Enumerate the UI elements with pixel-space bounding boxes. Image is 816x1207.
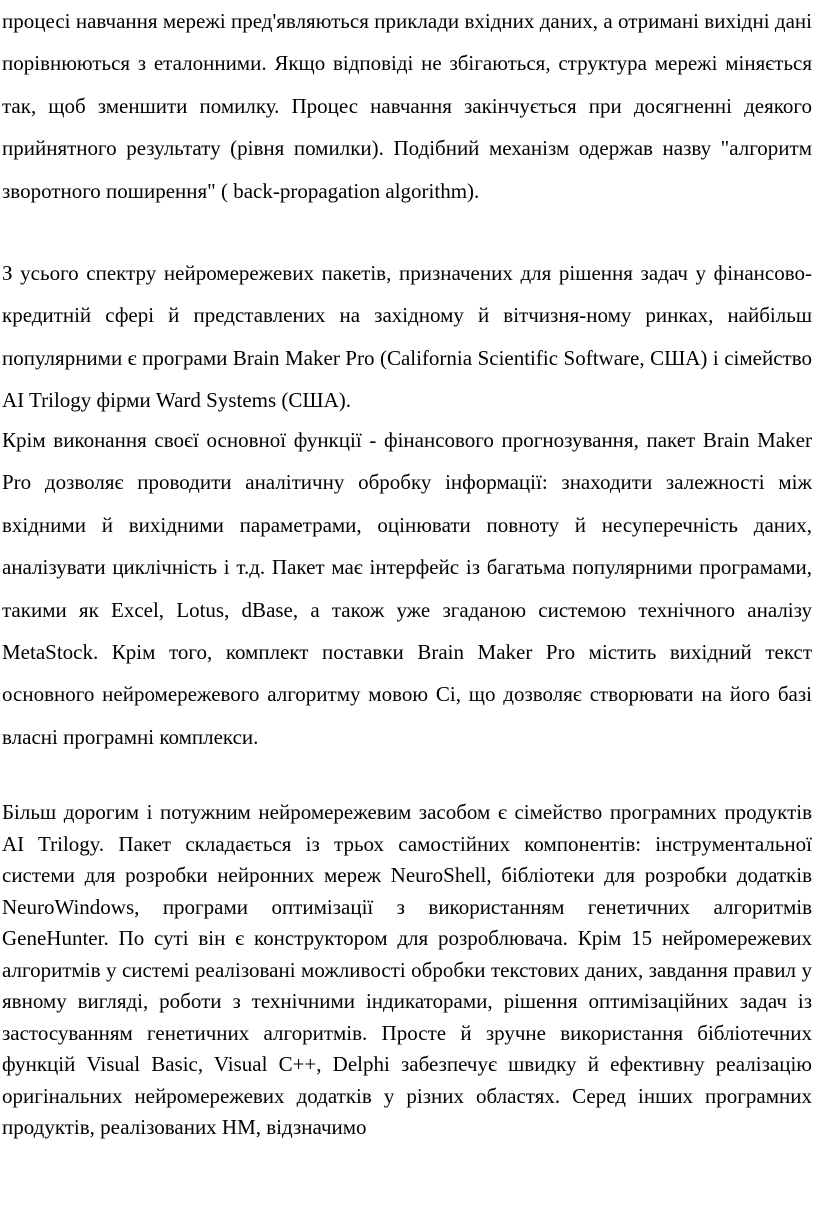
paragraph-neural-packages: З усього спектру нейромережевих пакетів, призначених для рішення задач у фінансово-кредитній сфері й представлених на західному й вітчизня-ному ринках, найбільш популярними є програми Brain Maker Pro (California Scientific Software, США) і сімейство AI Trilogy фірми Ward Systems (США). bbox=[2, 261, 812, 413]
paragraph-ai-trilogy: Більш дорогим і потужним нейромережевим засобом є сімейство програмних продуктів AI Trilogy. Пакет складається із трьох самостійних компонентів: інструментальної системи для розробки нейронних мереж NeuroShell, бібліотеки для розробки додатків NeuroWindows, програми оптимізації з використанням генетичних алгоритмів GeneHunter. По суті він є конструктором для розроблювача. Крім 15 нейромережевих алгоритмів у системі реалізовані можливості обробки текстових даних, завдання правил у явному вигляді, роботи з технічними індикаторами, рішення оптимізаційних задач із застосуванням генетичних алгоритмів. Просте й зручне використання бібліотечних функцій Visual Basic, Visual C++, Delphi забезпечує швидку й ефективну реалізацію оригінальних нейромережевих додатків у різних областях. Серед інших програмних продуктів, реалізованих НМ, відзначимо bbox=[2, 800, 812, 1139]
paragraph-brain-maker-pro: Крім виконання своєї основної функції - фінансового прогнозування, пакет Brain Maker Pro дозволяє проводити аналітичну обробку інформації: знаходити залежності між вхідними й вихідними параметрами, оцінювати повноту й несуперечність даних, аналізувати циклічність і т.д. Пакет має інтерфейс із багатьма популярними програмами, такими як Excel, Lotus, dBase, а також уже згаданою системою технічного аналізу MetaStock. Крім того, комплект поставки Brain Maker Pro містить вихідний текст основного нейромережевого алгоритму мовою Сі, що дозволяє створювати на його базі власні програмні комплекси. bbox=[2, 428, 812, 749]
paragraph-training-process: процесі навчання мережі пред'являються приклади вхідних даних, а отримані вихідні дані порівнюються з еталонними. Якщо відповіді не збігаються, структура мережі міняється так, щоб зменшити помилку. Процес навчання закінчується при досягненні деякого прийнятного результату (рівня помилки). Подібний механізм одержав назву "алгоритм зворотного поширення" ( back-propagation algorithm). bbox=[2, 9, 812, 203]
